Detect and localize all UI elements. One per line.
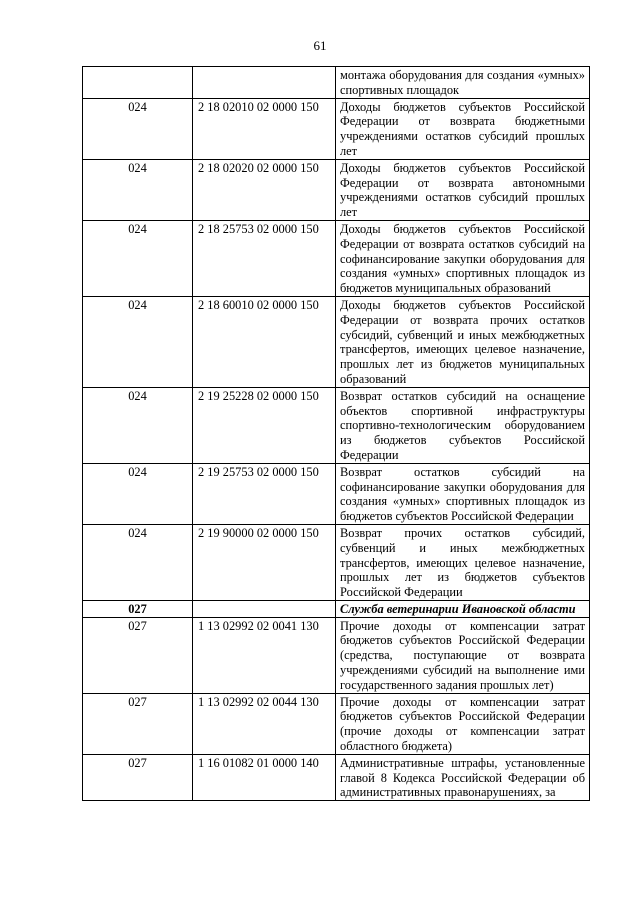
revenue-name-cell: Доходы бюджетов субъектов Российской Федерации от возврата автономными учреждениями остатков субсидий прошлых лет: [336, 159, 590, 220]
revenue-name-cell: Прочие доходы от компенсации затрат бюджетов субъектов Российской Федерации (прочие доходы от компенсации затрат областного бюджета): [336, 693, 590, 754]
budget-classification-code-cell: 2 19 25753 02 0000 150: [193, 463, 336, 524]
budget-classification-code-cell: 2 19 25228 02 0000 150: [193, 387, 336, 463]
administrator-code-cell: 024: [83, 98, 193, 159]
table-row: [83, 296, 590, 387]
administrator-code-cell: 024: [83, 463, 193, 524]
revenue-name-cell: монтажа оборудования для создания «умных» спортивных площадок: [336, 67, 590, 99]
administrator-code-cell: 024: [83, 220, 193, 296]
table-row: [83, 463, 590, 524]
revenue-name-cell: Доходы бюджетов субъектов Российской Федерации от возврата остатков субсидий на софинансирование закупки оборудования для создания «умных» спортивных площадок из бюджетов муниципальных образований: [336, 220, 590, 296]
revenue-classification-table: [82, 66, 590, 801]
budget-classification-code-cell: 2 18 60010 02 0000 150: [193, 296, 336, 387]
table-row: [83, 693, 590, 754]
revenue-name-cell: Возврат остатков субсидий на оснащение объектов спортивной инфраструктуры спортивно-технологическим оборудованием из бюджетов субъектов Российской Федерации: [336, 387, 590, 463]
revenue-name-cell: Возврат прочих остатков субсидий, субвенций и иных межбюджетных трансфертов, имеющих целевое назначение, прошлых лет из бюджетов субъектов Российской Федерации: [336, 524, 590, 600]
table-row: [83, 67, 590, 99]
page-number: 61: [313, 38, 327, 53]
administrator-code-cell: 027: [83, 600, 193, 617]
revenue-name-cell: Административные штрафы, установленные главой 8 Кодекса Российской Федерации об административных правонарушениях, за: [336, 754, 590, 800]
table-row: [83, 617, 590, 693]
administrator-code-cell: 027: [83, 754, 193, 800]
administrator-code-cell: 024: [83, 296, 193, 387]
budget-classification-code-cell: [193, 67, 336, 99]
table-row-section-header: [83, 600, 590, 617]
budget-classification-code-cell: 2 18 02010 02 0000 150: [193, 98, 336, 159]
revenue-name-cell: Возврат остатков субсидий на софинансирование закупки оборудования для создания «умных» спортивных площадок из бюджетов субъектов Российской Федерации: [336, 463, 590, 524]
budget-classification-code-cell: 2 18 25753 02 0000 150: [193, 220, 336, 296]
administrator-code-cell: 024: [83, 159, 193, 220]
budget-classification-code-cell: 1 13 02992 02 0041 130: [193, 617, 336, 693]
administrator-code-cell: 024: [83, 387, 193, 463]
administrator-code-cell: 027: [83, 693, 193, 754]
table-row: [83, 159, 590, 220]
table-row: [83, 754, 590, 800]
budget-classification-code-cell: [193, 600, 336, 617]
administrator-code-cell: [83, 67, 193, 99]
revenue-name-cell: Доходы бюджетов субъектов Российской Федерации от возврата бюджетными учреждениями остатков субсидий прошлых лет: [336, 98, 590, 159]
table-row: [83, 98, 590, 159]
budget-classification-code-cell: 2 19 90000 02 0000 150: [193, 524, 336, 600]
budget-classification-code-cell: 2 18 02020 02 0000 150: [193, 159, 336, 220]
revenue-name-cell: Доходы бюджетов субъектов Российской Федерации от возврата прочих остатков субсидий, субвенций и иных межбюджетных трансфертов, имеющих целевое назначение, прошлых лет из бюджетов муниципальных образований: [336, 296, 590, 387]
table-row: [83, 220, 590, 296]
table-row: [83, 387, 590, 463]
revenue-name-cell: Служба ветеринарии Ивановской области: [336, 600, 590, 617]
administrator-code-cell: 024: [83, 524, 193, 600]
budget-classification-code-cell: 1 16 01082 01 0000 140: [193, 754, 336, 800]
budget-classification-code-cell: 1 13 02992 02 0044 130: [193, 693, 336, 754]
revenue-name-cell: Прочие доходы от компенсации затрат бюджетов субъектов Российской Федерации (средства, поступающие от возврата учреждениями субсидий на выполнение ими государственного задания прошлых лет): [336, 617, 590, 693]
table-row: [83, 524, 590, 600]
administrator-code-cell: 027: [83, 617, 193, 693]
